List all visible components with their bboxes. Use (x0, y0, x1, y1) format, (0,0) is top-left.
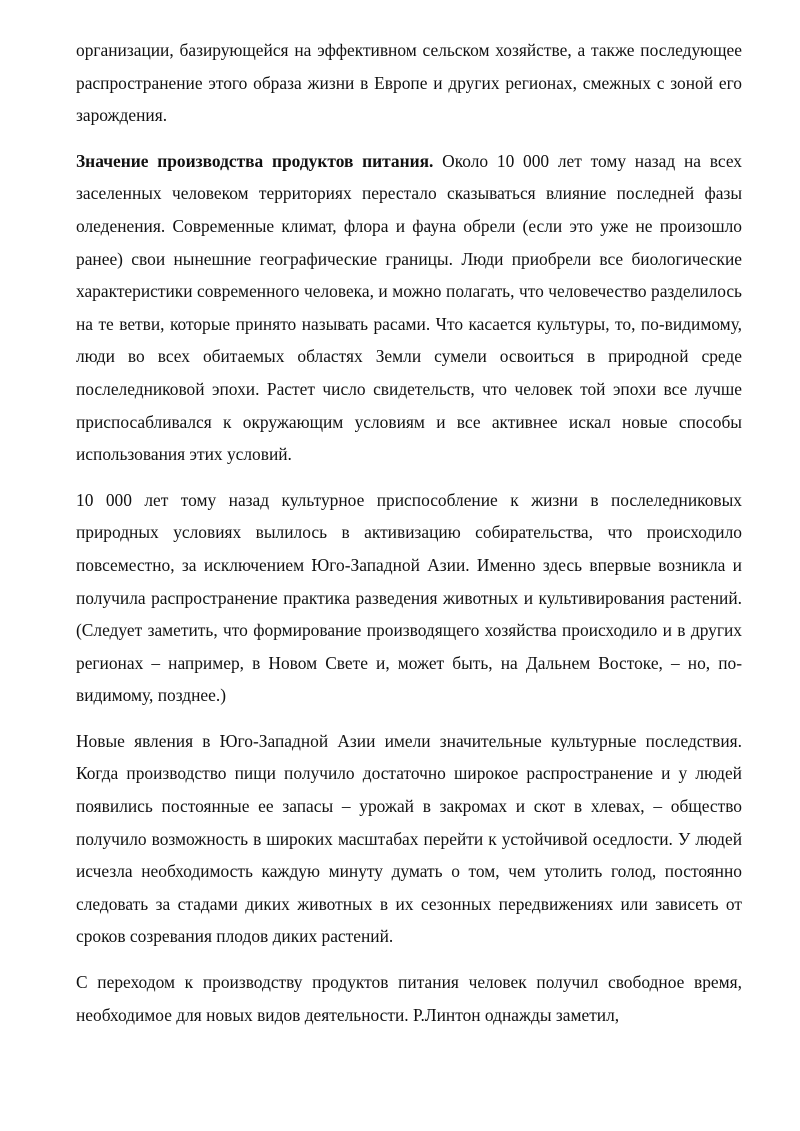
paragraph-text: С переходом к производству продуктов питания человек получил свободное время, необходимое для новых видов деятельности. Р.Линтон однажды заметил, (76, 972, 742, 1025)
document-page (76, 34, 742, 1044)
paragraph-text: Около 10 000 лет тому назад на всех заселенных человеком территориях перестало сказываться влияние последней фазы оледенения. Современные климат, флора и фауна обрели (если это уже не произошло ранее) свои нынешние географические границы. Люди приобрели все биологические характеристики современного человека, и можно полагать, что человечество разделилось на те ветви, которые принято называть расами. Что касается культуры, то, по-видимому, люди во всех обитаемых областях Земли сумели освоиться в природной среде послеледниковой эпохи. Растет число свидетельств, что человек той эпохи все лучше приспосабливался к окружающим условиям и все активнее искал новые способы использования этих условий. (76, 150, 743, 465)
paragraph-text: Новые явления в Юго-Западной Азии имели значительные культурные последствия. Когда производство пищи получило достаточно широкое распространение и у людей появились постоянные ее запасы – урожай в закромах и скот в хлевах, – общество получило возможность в широких масштабах перейти к устойчивой оседлости. У людей исчезла необходимость каждую минуту думать о том, чем утолить голод, постоянно следовать за стадами диких животных в их сезонных передвижениях или зависеть от сроков созревания плодов диких растений. (76, 730, 742, 947)
paragraph-lead-heading: Значение производства продуктов питания. (76, 150, 434, 171)
paragraph-2 (76, 145, 742, 471)
paragraph-text: организации, базирующейся на эффективном сельском хозяйстве, а также последующее распространение этого образа жизни в Европе и других регионах, смежных с зоной его зарождения. (76, 40, 742, 126)
paragraph-4 (76, 725, 742, 953)
paragraph-3 (76, 484, 742, 712)
paragraph-text: 10 000 лет тому назад культурное приспособление к жизни в послеледниковых природных условиях вылилось в активизацию собирательства, что происходило повсеместно, за исключением Юго-Западной Азии. Именно здесь впервые возникла и получила распространение практика разведения животных и культивирования растений. (Следует заметить, что формирование производящего хозяйства происходило и в других регионах – например, в Новом Свете и, может быть, на Дальнем Востоке, – но, по-видимому, позднее.) (76, 489, 742, 706)
paragraph-5 (76, 966, 742, 1031)
paragraph-1 (76, 34, 742, 132)
